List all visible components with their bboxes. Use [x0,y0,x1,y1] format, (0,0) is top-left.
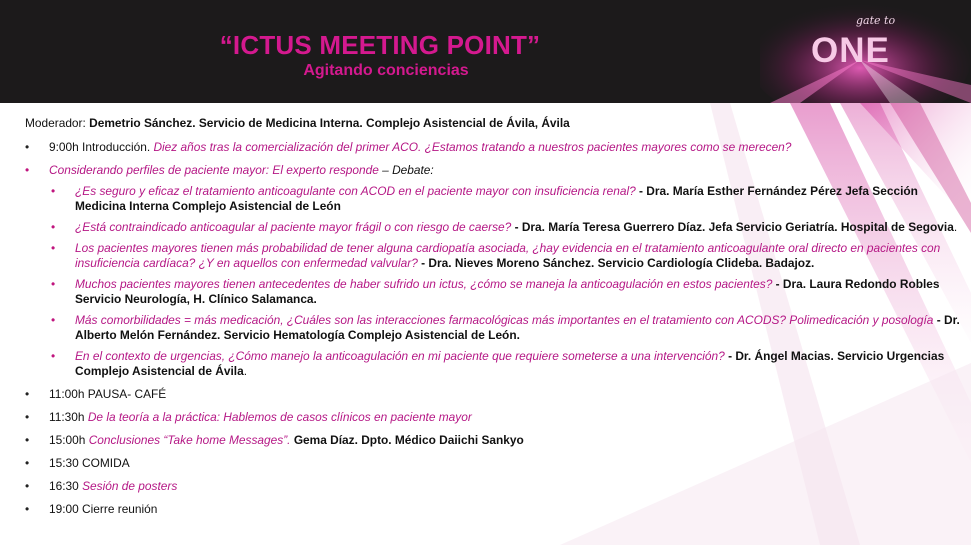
moderator-affiliation: . Servicio de Medicina Interna. Complejo Asistencial de Ávila, Ávila [192,116,570,130]
debate-item: • Más comorbilidades = más medicación, ¿Cuáles son las interacciones farmacológicas más importantes en el tratamiento con ACODS? Polimedicación y posología - Dr. Alberto Melón Fernández. Servicio Hematología Complejo Asistencial de León. [49,313,960,343]
agenda-item: • 11:00h PAUSA- CAFÉ [25,387,960,402]
agenda-content [25,116,960,525]
moderator-name: Demetrio Sánchez [89,116,193,130]
header-banner [0,0,971,103]
logo-tagline: gate to [856,14,896,27]
moderator-line [25,116,960,131]
agenda-item-debate: • Considerando perfiles de paciente mayor: El experto responde – Debate: • ¿Es seguro y eficaz el tratamiento anticoagulante con ACOD en el paciente mayor con insuficiencia renal? - Dra. María Esther Fernández Pérez Jefa Sección Medicina Interna Complejo Asistencial de León • ¿Está contraindicado anticoagular al paciente mayor frágil o con riesgo de caerse? - Dra. María Teresa Guerrero Díaz. Jefa Servicio Geriatría. Hospital de Segovia. • Los pacientes mayores tienen más probabilidad de tener alguna cardiopatía asociada, ¿hay evidencia en el tratamiento anticoagulante oral directo en pacientes con insuficiencia cardíaca? ¿Y en aquellos con enfermedad valvular? - Dra. Nieves Moreno Sánchez. Servicio Cardiología Clideba. Badajoz. • Muchos pacientes mayores tienen antecedentes de haber sufrido un ictus, ¿cómo se maneja la anticoagulación en estos pacientes? - Dra. Laura Redondo Robles Servicio Neurología, H. Clínico Salamanca. • Más comorbilidades = más medicación, ¿Cuáles son las interacciones farmacológicas más importantes en el tratamiento con ACODS? Polimedicación y posología - Dr. Alberto Melón Fernández. Servicio Hematología Complejo Asistencial de León. • En el contexto de urgencias, ¿Cómo manejo la anticoagulación en mi paciente que requiere someterse a una intervención? - Dr. Ángel Macias. Servicio Urgencias Complejo Asistencial de Ávila. [25,163,960,379]
debate-item: • ¿Está contraindicado anticoagular al paciente mayor frágil o con riesgo de caerse? - Dra. María Teresa Guerrero Díaz. Jefa Servicio Geriatría. Hospital de Segovia. [49,220,960,235]
agenda-item: • 15:00h Conclusiones “Take home Messages”. Gema Díaz. Dpto. Médico Daiichi Sankyo [25,433,960,448]
page-subtitle: Agitando conciencias [303,62,469,79]
agenda-item: • 19:00 Cierre reunión [25,502,960,517]
agenda-item: • 11:30h De la teoría a la práctica: Hablemos de casos clínicos en paciente mayor [25,410,960,425]
debate-list [49,184,960,379]
debate-item: • Muchos pacientes mayores tienen antecedentes de haber sufrido un ictus, ¿cómo se maneja la anticoagulación en estos pacientes? - Dra. Laura Redondo Robles Servicio Neurología, H. Clínico Salamanca. [49,277,960,307]
agenda-item: • 16:30 Sesión de posters [25,479,960,494]
agenda-list [25,140,960,517]
debate-item: • ¿Es seguro y eficaz el tratamiento anticoagulante con ACOD en el paciente mayor con insuficiencia renal? - Dra. María Esther Fernández Pérez Jefa Sección Medicina Interna Complejo Asistencial de León [49,184,960,214]
agenda-item: • 15:30 COMIDA [25,456,960,471]
debate-item: • Los pacientes mayores tienen más probabilidad de tener alguna cardiopatía asociada, ¿hay evidencia en el tratamiento anticoagulante oral directo en pacientes con insuficiencia cardíaca? ¿Y en aquellos con enfermedad valvular? - Dra. Nieves Moreno Sánchez. Servicio Cardiología Clideba. Badajoz. [49,241,960,271]
logo-wordmark: ONE [811,31,890,70]
moderator-label: Moderador: [25,116,86,130]
debate-item: • En el contexto de urgencias, ¿Cómo manejo la anticoagulación en mi paciente que requiere someterse a una intervención? - Dr. Ángel Macias. Servicio Urgencias Complejo Asistencial de Ávila. [49,349,960,379]
page-title: “ICTUS MEETING POINT” [219,30,541,60]
agenda-item: • 9:00h Introducción. Diez años tras la comercialización del primer ACO. ¿Estamos tratando a nuestros pacientes mayores como se merecen? [25,140,960,155]
